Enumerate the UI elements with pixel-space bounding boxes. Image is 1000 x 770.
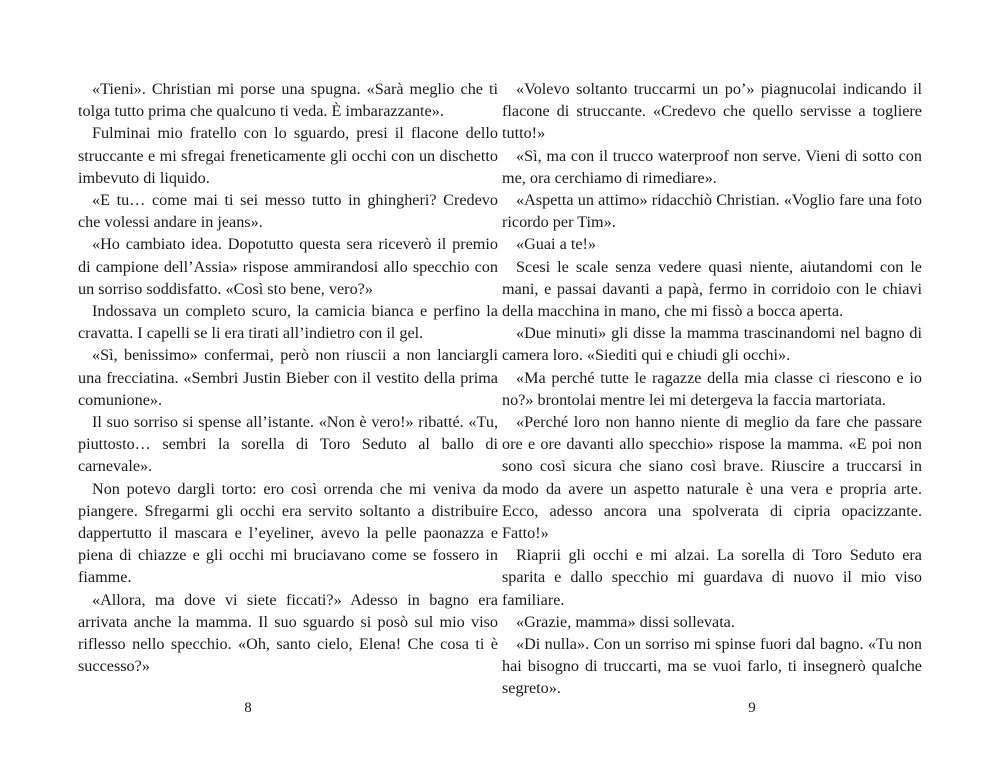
paragraph: Riaprii gli occhi e mi alzai. La sorella di Toro Seduto era sparita e dallo specchio mi guardava di nuovo il mio viso familiare. bbox=[502, 546, 922, 609]
paragraph: «Allora, ma dove vi siete ficcati?» Adesso in bagno era arrivata anche la mamma. Il suo sguardo si posò sul mio viso riflesso nello specchio. «Oh, santo cielo, Elena! Che cosa ti è successo?» bbox=[78, 590, 498, 676]
paragraph: «Ma perché tutte le ragazze della mia classe ci riescono e io no?» brontolai mentre lei mi detergeva la faccia martoriata. bbox=[502, 368, 922, 409]
paragraph: «Grazie, mamma» dissi sollevata. bbox=[516, 612, 735, 631]
paragraph: «Volevo soltanto truccarmi un po’» piagnucolai indicando il flacone di struccante. «Credevo che quello servisse a togliere tutto!» bbox=[502, 80, 922, 143]
page-number-left: 8 bbox=[244, 700, 252, 716]
paragraph: Fulminai mio fratello con lo sguardo, presi il flacone dello struccante e mi sfregai freneticamente gli occhi con un dischetto imbevuto di liquido. bbox=[78, 124, 498, 187]
paragraph: Non potevo dargli torto: ero così orrenda che mi veniva da piangere. Sfregarmi gli occhi era servito soltanto a distribuire dappertutto il mascara e l’eyeliner, avevo la pelle paonazza e piena di chiazze e gli occhi mi bruciavano come se fossero in fiamme. bbox=[78, 479, 498, 587]
paragraph: «Tieni». Christian mi porse una spugna. «Sarà meglio che ti tolga tutto prima che qualcuno ti veda. È imbarazzante». bbox=[78, 80, 498, 121]
paragraph: «E tu… come mai ti sei messo tutto in ghingheri? Credevo che volessi andare in jeans». bbox=[78, 191, 498, 232]
left-page-text bbox=[78, 78, 498, 677]
paragraph: Scesi le scale senza vedere quasi niente, aiutandomi con le mani, e passai davanti a papà, fermo in corridoio con le chiavi della macchina in mano, che mi fissò a bocca aperta. bbox=[502, 257, 922, 321]
paragraph: «Due minuti» gli disse la mamma trascinandomi nel bagno di camera loro. «Siediti qui e chiudi gli occhi». bbox=[502, 324, 922, 365]
paragraph: «Sì, benissimo» confermai, però non riuscii a non lanciargli una frecciatina. «Sembri Justin Bieber con il vestito della prima comunione». bbox=[78, 346, 498, 409]
page-number-right: 9 bbox=[748, 700, 756, 716]
paragraph: «Guai a te!» bbox=[516, 235, 597, 254]
paragraph: «Ho cambiato idea. Dopotutto questa sera riceverò il premio di campione dell’Assia» rispose ammirandosi allo specchio con un sorriso soddisfatto. «Così sto bene, vero?» bbox=[78, 235, 498, 298]
paragraph: «Perché loro non hanno niente di meglio da fare che passare ore e ore davanti allo specchio» rispose la mamma. «E poi non sono così sicura che siano così brave. Riuscire a truccarsi in modo da avere un aspetto naturale è una vera e propria arte. Ecco, adesso ancora una spolverata di cipria opacizzante. Fatto!» bbox=[502, 413, 922, 543]
paragraph: Il suo sorriso si spense all’istante. «Non è vero!» ribatté. «Tu, piuttosto… sembri la sorella di Toro Seduto al ballo di carnevale». bbox=[78, 413, 498, 476]
paragraph: «Sì, ma con il trucco waterproof non serve. Vieni di sotto con me, ora cerchiamo di rimediare». bbox=[502, 146, 922, 187]
paragraph: «Di nulla». Con un sorriso mi spinse fuori dal bagno. «Tu non hai bisogno di truccarti, ma se vuoi farlo, ti insegnerò qualche segreto». bbox=[502, 635, 922, 698]
right-page-text bbox=[502, 78, 922, 700]
paragraph: Indossava un completo scuro, la camicia bianca e perfino la cravatta. I capelli se li era tirati all’indietro con il gel. bbox=[78, 302, 498, 343]
paragraph: «Aspetta un attimo» ridacchiò Christian. «Voglio fare una foto ricordo per Tim». bbox=[502, 191, 922, 232]
